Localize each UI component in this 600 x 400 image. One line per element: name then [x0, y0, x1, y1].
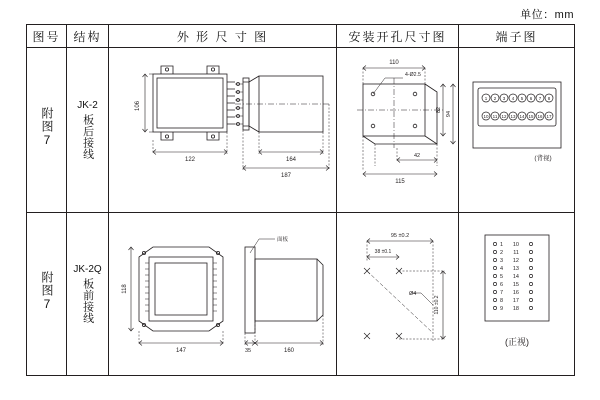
svg-text:9: 9 — [500, 306, 504, 312]
dim-d4: Ø4 — [409, 291, 417, 297]
svg-text:5: 5 — [520, 96, 524, 101]
structure-text-1: 板后接线 — [81, 114, 94, 161]
cell-terminal-2 — [459, 213, 575, 376]
svg-text:18: 18 — [512, 306, 519, 312]
cell-structure-2 — [67, 213, 109, 376]
structure-text-2: 板前接线 — [81, 278, 94, 325]
dim-164: 164 — [285, 157, 297, 163]
cell-code-2 — [27, 213, 67, 376]
code-label-1: 附图7 — [40, 107, 54, 148]
header-terminal: 端子图 — [459, 25, 575, 48]
svg-text:14: 14 — [519, 114, 525, 119]
terminal-caption-1: (背视) — [534, 155, 552, 162]
svg-text:14: 14 — [512, 274, 519, 280]
mounting-hole-drawing-jk2 — [337, 48, 459, 211]
svg-text:12: 12 — [512, 258, 519, 264]
svg-text:11: 11 — [492, 114, 498, 119]
svg-text:13: 13 — [510, 114, 516, 119]
svg-text:2: 2 — [493, 96, 497, 101]
cell-structure-1 — [67, 48, 109, 213]
svg-text:6: 6 — [529, 96, 533, 101]
svg-text:10: 10 — [512, 242, 519, 248]
svg-text:1: 1 — [500, 242, 504, 248]
table-row — [27, 213, 575, 376]
svg-text:10: 10 — [483, 114, 489, 119]
svg-text:12: 12 — [501, 114, 507, 119]
dim-38: 38 ±0.1 — [374, 249, 392, 255]
mounting-hole-drawing-jk2q — [337, 213, 459, 374]
dim-82: 82 — [436, 106, 442, 114]
svg-text:17: 17 — [546, 114, 552, 119]
svg-text:15: 15 — [528, 114, 534, 119]
svg-text:17: 17 — [512, 298, 519, 304]
svg-text:1: 1 — [484, 96, 488, 101]
svg-text:5: 5 — [500, 274, 504, 280]
cell-hole-2 — [337, 213, 459, 376]
svg-text:16: 16 — [512, 290, 519, 296]
cell-hole-1 — [337, 48, 459, 213]
header-structure: 结构 — [67, 25, 109, 48]
dim-110: 110 — [389, 60, 399, 66]
label-panel: 面板 — [277, 237, 289, 243]
structure-name-2: JK-2Q — [73, 263, 102, 275]
svg-text:6: 6 — [500, 282, 504, 288]
svg-text:7: 7 — [500, 290, 504, 296]
terminal-diagram-jk2-rear — [459, 48, 575, 211]
dim-4xd25: 4-Ø2.5 — [405, 72, 421, 78]
header-code: 图号 — [27, 25, 67, 48]
unit-note: 单位：mm — [520, 9, 574, 21]
outline-drawing-jk2q — [109, 213, 337, 374]
dim-94: 94 — [446, 110, 452, 118]
table-row — [27, 48, 575, 213]
svg-text:3: 3 — [500, 258, 504, 264]
dim-160: 160 — [283, 348, 295, 354]
dim-35: 35 — [244, 348, 252, 354]
svg-text:8: 8 — [500, 298, 504, 304]
dim-187: 187 — [280, 173, 292, 179]
header-outline: 外 形 尺 寸 图 — [109, 25, 337, 48]
dim-95: 95 ±0.2 — [390, 233, 410, 239]
dim-147: 147 — [175, 348, 187, 354]
structure-name-1: JK-2 — [77, 99, 98, 111]
svg-text:8: 8 — [547, 96, 551, 101]
svg-text:11: 11 — [513, 250, 519, 256]
dim-110-2: 110 ±0.2 — [434, 295, 440, 315]
svg-text:4: 4 — [500, 266, 504, 272]
dim-122: 122 — [184, 157, 196, 163]
svg-text:3: 3 — [502, 96, 506, 101]
header-hole: 安装开孔尺寸图 — [337, 25, 459, 48]
svg-text:2: 2 — [500, 250, 504, 256]
svg-text:16: 16 — [537, 114, 543, 119]
svg-text:7: 7 — [538, 96, 542, 101]
cell-terminal-1 — [459, 48, 575, 213]
cell-outline-1 — [109, 48, 337, 213]
svg-text:4: 4 — [511, 96, 515, 101]
terminal-diagram-jk2q-front — [459, 213, 575, 374]
cell-outline-2 — [109, 213, 337, 376]
dim-42: 42 — [413, 153, 421, 159]
dim-115: 115 — [395, 179, 405, 185]
outline-drawing-jk2 — [109, 48, 337, 211]
terminal-caption-2: (正视) — [505, 337, 529, 347]
table-header-row — [27, 25, 575, 48]
svg-text:13: 13 — [512, 266, 519, 272]
dim-106: 106 — [135, 100, 141, 112]
dimension-table — [26, 24, 575, 376]
code-label-2: 附图7 — [40, 271, 54, 312]
cell-code-1 — [27, 48, 67, 213]
svg-text:15: 15 — [512, 282, 519, 288]
dim-118: 118 — [122, 284, 128, 294]
